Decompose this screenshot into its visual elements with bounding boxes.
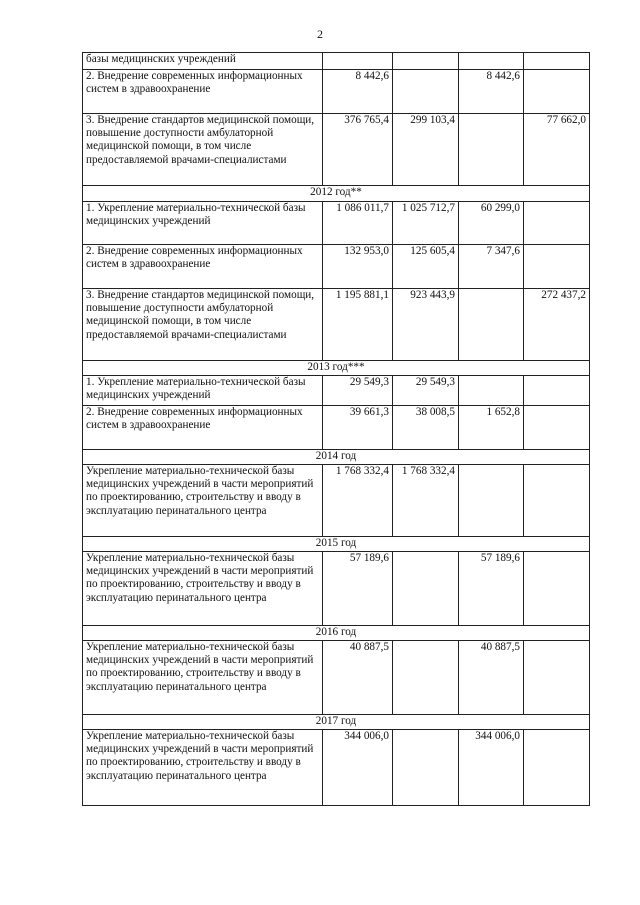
source-4-amount-cell	[524, 730, 590, 806]
total-amount-cell: 57 189,6	[323, 552, 393, 626]
measure-description: Укрепление материально-технической базы медицинских учреждений в части мероприятий по проектированию, строительству и вводу в эксплуатацию перинатального центра	[83, 730, 323, 806]
year-header-row	[83, 537, 590, 552]
source-4-amount-cell	[524, 465, 590, 537]
measure-description: 3. Внедрение стандартов медицинской помощи, повышение доступности амбулаторной медицинской помощи, в том числе предоставляемой врачами-специалистами	[83, 289, 323, 361]
source-4-amount-cell	[524, 406, 590, 450]
table-row	[83, 245, 590, 289]
source-4-amount-cell	[524, 53, 590, 70]
total-amount-cell: 344 006,0	[323, 730, 393, 806]
table-row	[83, 70, 590, 114]
source-2-amount-cell: 1 768 332,4	[393, 465, 459, 537]
source-3-amount-cell: 57 189,6	[459, 552, 524, 626]
source-3-amount-cell	[459, 376, 524, 406]
source-4-amount-cell	[524, 202, 590, 245]
table-row	[83, 289, 590, 361]
year-label: 2014 год	[83, 450, 590, 465]
source-2-amount-cell: 125 605,4	[393, 245, 459, 289]
total-amount-cell: 29 549,3	[323, 376, 393, 406]
measure-description: 2. Внедрение современных информационных систем в здравоохранение	[83, 406, 323, 450]
source-2-amount-cell	[393, 730, 459, 806]
source-2-amount-cell	[393, 70, 459, 114]
source-3-amount-cell	[459, 53, 524, 70]
table-row	[83, 376, 590, 406]
table-row	[83, 53, 590, 70]
source-2-amount-cell	[393, 641, 459, 715]
year-label: 2015 год	[83, 537, 590, 552]
source-4-amount-cell: 77 662,0	[524, 114, 590, 186]
total-amount-cell: 1 086 011,7	[323, 202, 393, 245]
year-header-row	[83, 626, 590, 641]
table-row	[83, 202, 590, 245]
source-2-amount-cell: 923 443,9	[393, 289, 459, 361]
source-4-amount-cell	[524, 376, 590, 406]
total-amount-cell	[323, 53, 393, 70]
year-label: 2012 год**	[83, 186, 590, 202]
source-2-amount-cell	[393, 552, 459, 626]
page-number: 2	[317, 27, 323, 41]
source-3-amount-cell: 8 442,6	[459, 70, 524, 114]
source-4-amount-cell: 272 437,2	[524, 289, 590, 361]
source-2-amount-cell: 299 103,4	[393, 114, 459, 186]
measure-description: 2. Внедрение современных информационных систем в здравоохранение	[83, 245, 323, 289]
year-header-row	[83, 186, 590, 202]
source-3-amount-cell	[459, 114, 524, 186]
source-2-amount-cell: 29 549,3	[393, 376, 459, 406]
funding-table-body	[83, 53, 590, 806]
funding-table	[82, 52, 590, 806]
source-2-amount-cell	[393, 53, 459, 70]
year-header-row	[83, 715, 590, 730]
measure-description: Укрепление материально-технической базы медицинских учреждений в части мероприятий по проектированию, строительству и вводу в эксплуатацию перинатального центра	[83, 641, 323, 715]
measure-description: 1. Укрепление материально-технической базы медицинских учреждений	[83, 202, 323, 245]
measure-description: Укрепление материально-технической базы медицинских учреждений в части мероприятий по проектированию, строительству и вводу в эксплуатацию перинатального центра	[83, 465, 323, 537]
measure-description: Укрепление материально-технической базы медицинских учреждений в части мероприятий по проектированию, строительству и вводу в эксплуатацию перинатального центра	[83, 552, 323, 626]
measure-description: 3. Внедрение стандартов медицинской помощи, повышение доступности амбулаторной медицинской помощи, в том числе предоставляемой врачами-специалистами	[83, 114, 323, 186]
total-amount-cell: 1 768 332,4	[323, 465, 393, 537]
source-4-amount-cell	[524, 552, 590, 626]
total-amount-cell: 40 887,5	[323, 641, 393, 715]
measure-description: 2. Внедрение современных информационных систем в здравоохранение	[83, 70, 323, 114]
source-3-amount-cell: 60 299,0	[459, 202, 524, 245]
year-label: 2016 год	[83, 626, 590, 641]
total-amount-cell: 132 953,0	[323, 245, 393, 289]
source-4-amount-cell	[524, 245, 590, 289]
table-row	[83, 641, 590, 715]
table-row	[83, 114, 590, 186]
table-row	[83, 406, 590, 450]
source-4-amount-cell	[524, 641, 590, 715]
source-3-amount-cell: 344 006,0	[459, 730, 524, 806]
table-row	[83, 730, 590, 806]
source-2-amount-cell: 1 025 712,7	[393, 202, 459, 245]
year-header-row	[83, 361, 590, 376]
source-3-amount-cell: 40 887,5	[459, 641, 524, 715]
source-2-amount-cell: 38 008,5	[393, 406, 459, 450]
source-3-amount-cell: 1 652,8	[459, 406, 524, 450]
total-amount-cell: 1 195 881,1	[323, 289, 393, 361]
year-label: 2017 год	[83, 715, 590, 730]
source-4-amount-cell	[524, 70, 590, 114]
total-amount-cell: 376 765,4	[323, 114, 393, 186]
table-row	[83, 465, 590, 537]
total-amount-cell: 39 661,3	[323, 406, 393, 450]
source-3-amount-cell: 7 347,6	[459, 245, 524, 289]
table-row	[83, 552, 590, 626]
year-header-row	[83, 450, 590, 465]
source-3-amount-cell	[459, 289, 524, 361]
measure-description: 1. Укрепление материально-технической базы медицинских учреждений	[83, 376, 323, 406]
source-3-amount-cell	[459, 465, 524, 537]
total-amount-cell: 8 442,6	[323, 70, 393, 114]
measure-description: базы медицинских учреждений	[83, 53, 323, 70]
year-label: 2013 год***	[83, 361, 590, 376]
